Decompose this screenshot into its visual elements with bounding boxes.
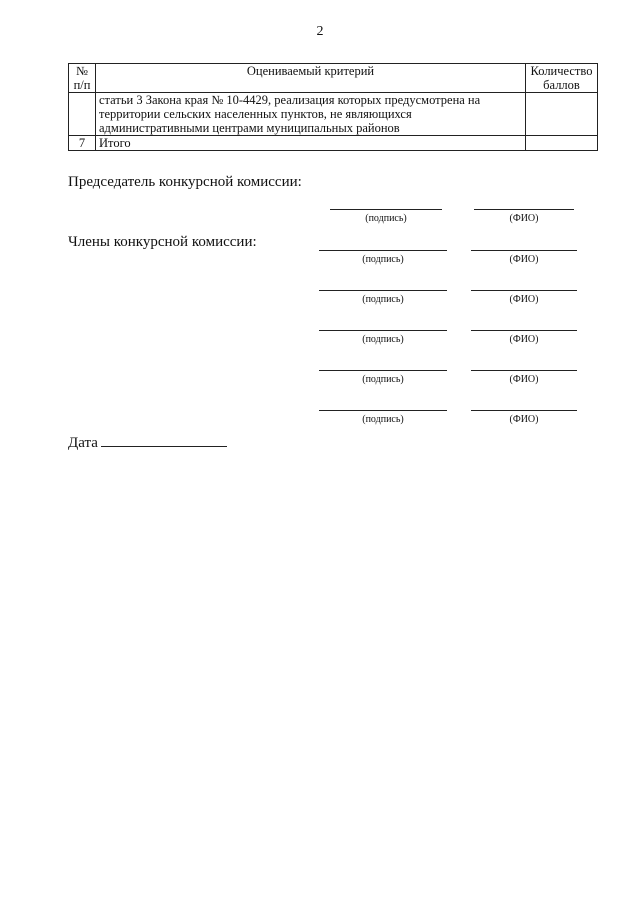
member-name-label: (ФИО) — [509, 294, 539, 305]
table-header-row — [69, 64, 598, 93]
criteria-table — [68, 63, 598, 151]
member-name-line — [471, 330, 577, 331]
date-line — [101, 434, 227, 447]
row-number: 7 — [69, 136, 96, 151]
members-heading: Члены конкурсной комиссии: — [68, 234, 257, 250]
member-name-label: (ФИО) — [509, 254, 539, 265]
row-number — [69, 93, 96, 136]
member-signature-line — [319, 290, 447, 291]
member-signature-label: (подпись) — [362, 294, 404, 305]
member-name-label: (ФИО) — [509, 414, 539, 425]
row-criterion: Итого — [96, 136, 526, 151]
table-row — [69, 136, 598, 151]
chair-name-line — [474, 209, 574, 210]
member-signature-label: (подпись) — [362, 334, 404, 345]
member-signature-label: (подпись) — [362, 254, 404, 265]
member-signature-label: (подпись) — [362, 414, 404, 425]
header-number: № п/п — [69, 64, 96, 93]
chair-signature-label: (подпись) — [365, 213, 407, 224]
date-label: Дата — [68, 435, 98, 451]
member-signature-line — [319, 250, 447, 251]
member-signature-line — [319, 370, 447, 371]
member-name-line — [471, 290, 577, 291]
header-criterion: Оцениваемый критерий — [96, 64, 526, 93]
member-signature-line — [319, 410, 447, 411]
chair-name-label: (ФИО) — [509, 213, 539, 224]
member-name-line — [471, 410, 577, 411]
date-row — [68, 434, 227, 452]
member-name-line — [471, 250, 577, 251]
page-number: 2 — [316, 24, 324, 39]
member-name-line — [471, 370, 577, 371]
member-name-label: (ФИО) — [509, 374, 539, 385]
chair-heading: Председатель конкурсной комиссии: — [68, 174, 302, 190]
header-score: Количество баллов — [526, 64, 598, 93]
member-signature-label: (подпись) — [362, 374, 404, 385]
row-score — [526, 136, 598, 151]
chair-signature-line — [330, 209, 442, 210]
member-name-label: (ФИО) — [509, 334, 539, 345]
row-score — [526, 93, 598, 136]
table-row — [69, 93, 598, 136]
row-criterion: статьи 3 Закона края № 10-4429, реализация которых предусмотрена на территории сельских населенных пунктов, не являющихся административными центрами муниципальных районов — [96, 93, 526, 136]
member-signature-line — [319, 330, 447, 331]
